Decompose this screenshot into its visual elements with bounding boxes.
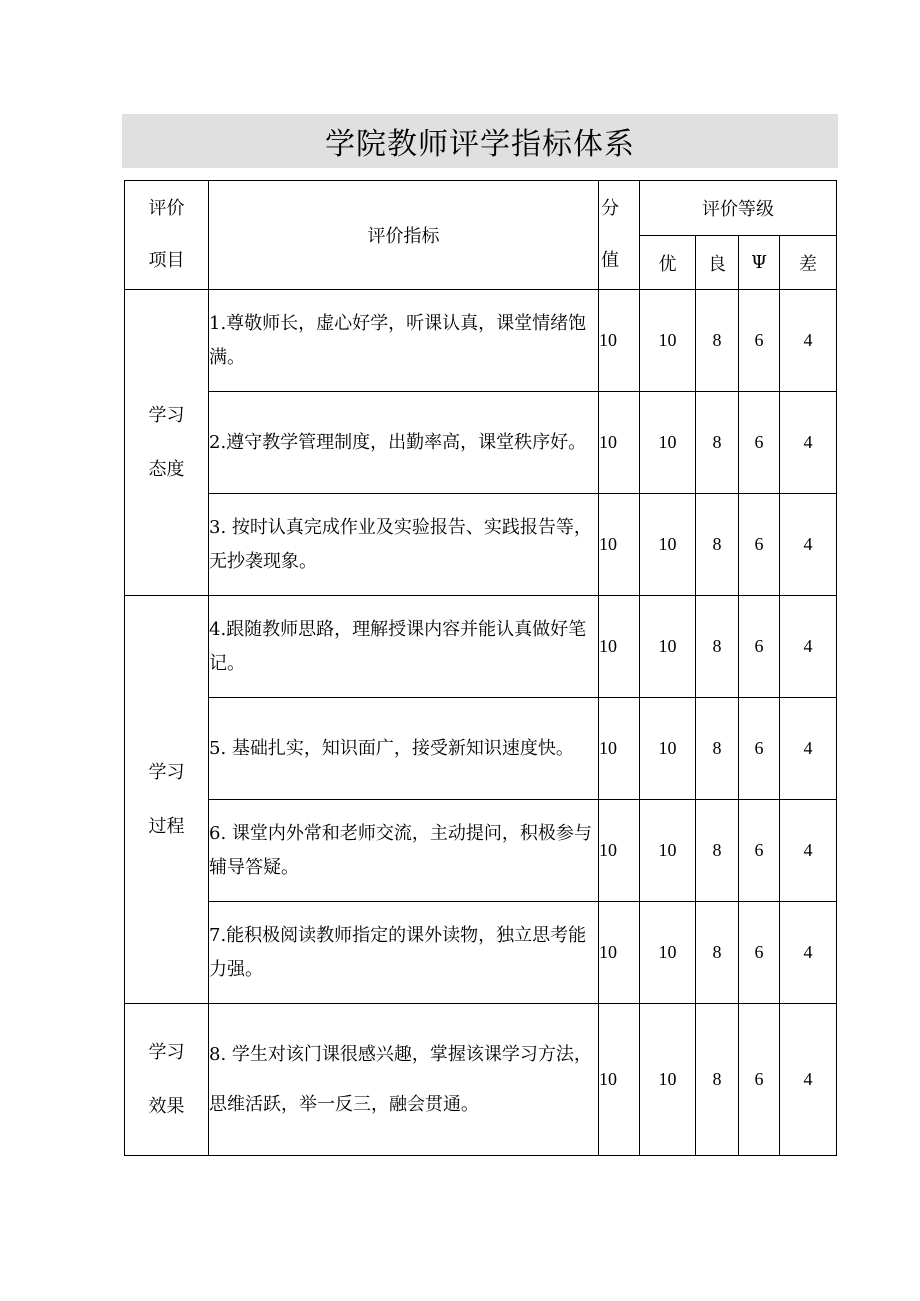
grade-excellent-value: 10 <box>640 392 696 494</box>
indicator-text: 2.遵守教学管理制度，出勤率高，课堂秩序好。 <box>209 392 599 494</box>
grade-poor-value: 4 <box>780 596 837 698</box>
grade-average-value: 6 <box>739 596 780 698</box>
indicator-text: 8. 学生对该门课很感兴趣，掌握该课学习方法，思维活跃，举一反三，融会贯通。 <box>209 1004 599 1156</box>
grade-excellent-value: 10 <box>640 494 696 596</box>
grade-good-value: 8 <box>696 290 739 392</box>
indicator-text: 5. 基础扎实，知识面广，接受新知识速度快。 <box>209 698 599 800</box>
table-row <box>125 698 837 800</box>
header-indicator-cell <box>209 181 599 290</box>
score-value: 10 <box>599 290 640 392</box>
indicator-text: 6. 课堂内外常和老师交流，主动提问，积极参与辅导答疑。 <box>209 800 599 902</box>
grade-good-value: 8 <box>696 494 739 596</box>
title-band <box>122 114 838 168</box>
grade-excellent-value: 10 <box>640 902 696 1004</box>
score-value: 10 <box>599 392 640 494</box>
indicator-text: 4.跟随教师思路，理解授课内容并能认真做好笔记。 <box>209 596 599 698</box>
grade-good-value: 8 <box>696 902 739 1004</box>
header-grade-cell <box>640 181 837 236</box>
table-row <box>125 1004 837 1156</box>
grade-good-value: 8 <box>696 800 739 902</box>
category-cell-effect <box>125 1004 209 1156</box>
grade-average-value: 6 <box>739 698 780 800</box>
grade-excellent: 优 <box>640 236 696 290</box>
table-row <box>125 902 837 1004</box>
grade-good-value: 8 <box>696 392 739 494</box>
indicator-text: 3. 按时认真完成作业及实验报告、实践报告等，无抄袭现象。 <box>209 494 599 596</box>
grade-poor-value: 4 <box>780 1004 837 1156</box>
grade-excellent-value: 10 <box>640 1004 696 1156</box>
header-item-line2: 项目 <box>148 250 185 271</box>
header-score-line1: 分 <box>601 198 619 219</box>
grade-poor-value: 4 <box>780 902 837 1004</box>
grade-poor-value: 4 <box>780 392 837 494</box>
category-label-line2: 效果 <box>148 1095 185 1117</box>
header-item-line1: 评价 <box>148 198 185 219</box>
table-row <box>125 494 837 596</box>
grade-good-value: 8 <box>696 698 739 800</box>
grade-average-value: 6 <box>739 494 780 596</box>
grade-average-value: 6 <box>739 902 780 1004</box>
table-row <box>125 596 837 698</box>
grade-poor-value: 4 <box>780 494 837 596</box>
grade-average-value: 6 <box>739 392 780 494</box>
category-label-line1: 学习 <box>148 1041 185 1063</box>
header-score-line2: 值 <box>601 250 619 271</box>
header-item-cell <box>125 181 209 290</box>
grade-poor: 差 <box>780 236 837 290</box>
grade-average: Ψ <box>739 236 780 290</box>
category-label-line1: 学习 <box>148 761 185 783</box>
grade-good: 良 <box>696 236 739 290</box>
page-title: 学院教师评学指标体系 <box>325 127 635 162</box>
grade-good-value: 8 <box>696 1004 739 1156</box>
grade-excellent-value: 10 <box>640 596 696 698</box>
table-row <box>125 290 837 392</box>
category-label-line2: 过程 <box>148 815 185 837</box>
header-grade: 评价等级 <box>702 199 774 220</box>
score-value: 10 <box>599 494 640 596</box>
category-label-line2: 态度 <box>148 458 185 480</box>
grade-average-value: 6 <box>739 1004 780 1156</box>
header-indicator: 评价指标 <box>367 226 440 247</box>
grade-excellent-value: 10 <box>640 800 696 902</box>
grade-poor-value: 4 <box>780 290 837 392</box>
grade-good-value: 8 <box>696 596 739 698</box>
grade-average-value: 6 <box>739 800 780 902</box>
grade-excellent-value: 10 <box>640 698 696 800</box>
grade-excellent-value: 10 <box>640 290 696 392</box>
score-value: 10 <box>599 800 640 902</box>
score-value: 10 <box>599 596 640 698</box>
header-score-cell <box>599 181 640 290</box>
evaluation-table <box>124 180 837 1156</box>
category-cell-process <box>125 596 209 1004</box>
score-value: 10 <box>599 902 640 1004</box>
indicator-text: 1.尊敬师长，虚心好学，听课认真，课堂情绪饱满。 <box>209 290 599 392</box>
score-value: 10 <box>599 1004 640 1156</box>
grade-poor-value: 4 <box>780 800 837 902</box>
category-label-line1: 学习 <box>148 404 185 426</box>
table-row <box>125 800 837 902</box>
header-row-1 <box>125 181 837 236</box>
category-cell-attitude <box>125 290 209 596</box>
score-value: 10 <box>599 698 640 800</box>
grade-poor-value: 4 <box>780 698 837 800</box>
grade-average-value: 6 <box>739 290 780 392</box>
indicator-text: 7.能积极阅读教师指定的课外读物，独立思考能力强。 <box>209 902 599 1004</box>
table-row <box>125 392 837 494</box>
